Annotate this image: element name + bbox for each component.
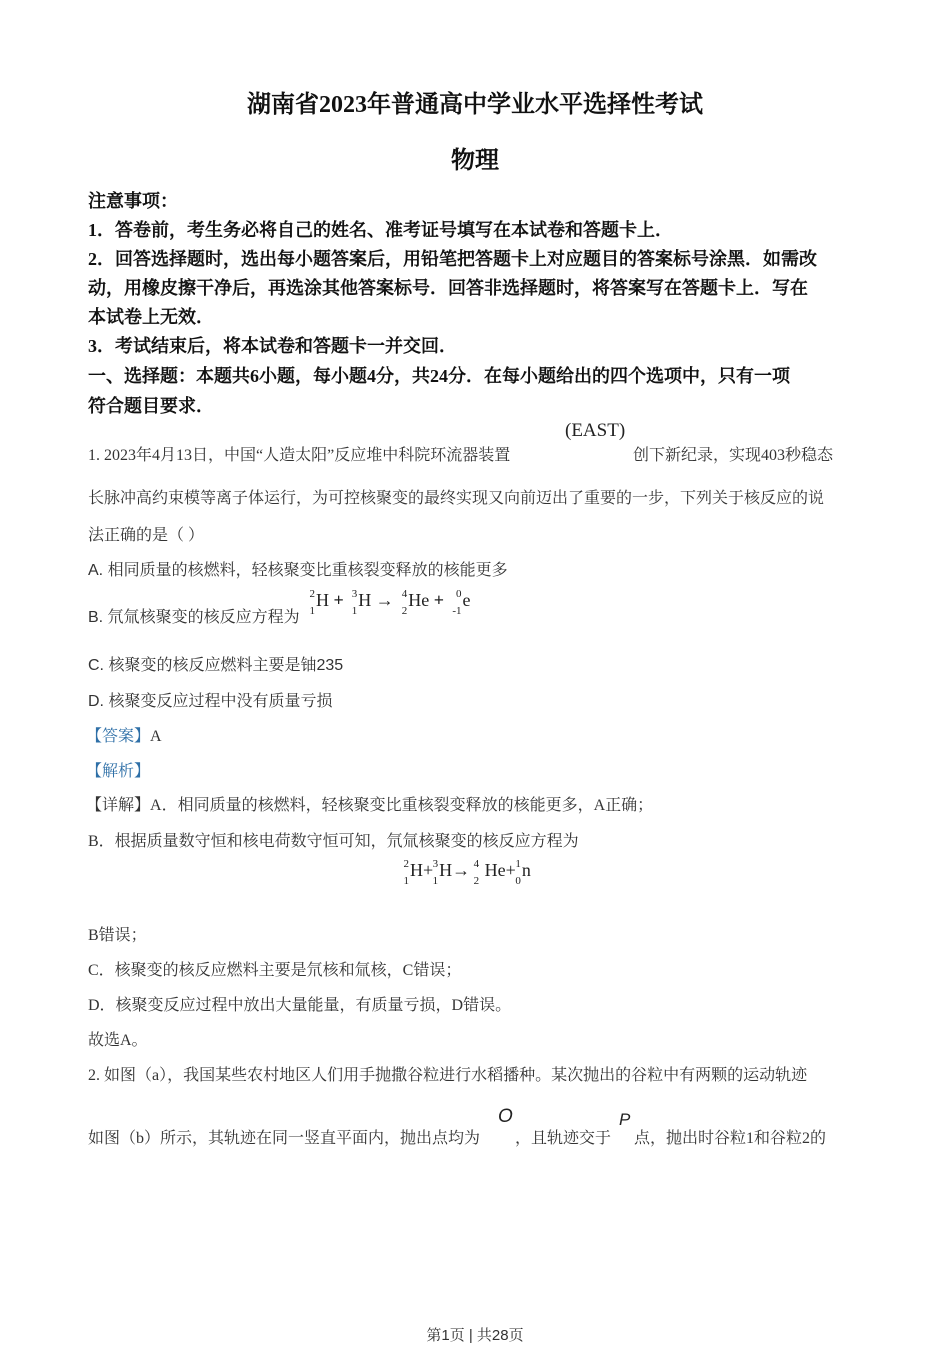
- q2-stem-line2-end: 点，抛出时谷粒1和谷粒2的: [634, 1130, 827, 1147]
- notice-heading: 注意事项：: [88, 191, 178, 211]
- answer-value: A: [150, 728, 162, 745]
- exam-title: 湖南省2023年普通高中学业水平选择性考试: [247, 92, 703, 118]
- notice-item-3: 3．考试结束后，将本试卷和答题卡一并交回．: [88, 336, 457, 356]
- conclusion: 故选A。: [88, 1032, 148, 1049]
- detail-label: 【详解】: [86, 797, 151, 814]
- q2-stem-line2: 如图（b）所示，其轨迹在同一竖直平面内，抛出点均为: [88, 1130, 481, 1147]
- answer-label: 【答案】: [86, 728, 151, 745]
- notice-item-1: 1．答卷前，考生务必将自己的姓名、准考证号填写在本试卷和答题卡上．: [88, 220, 673, 240]
- q1-stem-line2: 长脉冲高约束模等离子体运行，为可控核聚变的最终实现又向前迈出了重要的一步，下列关于核反应的说: [88, 490, 825, 507]
- q1-option-b-label: B. 氘氚核聚变的核反应方程为: [88, 609, 300, 626]
- east-label: (EAST): [565, 420, 626, 441]
- detail-b: B．根据质量数守恒和核电荷数守恒可知，氘氚核聚变的核反应方程为: [88, 833, 579, 850]
- q1-stem-line1: 1. 2023年4月13日，中国“人造太阳”反应堆中科院环流器装置: [88, 447, 511, 464]
- notice-item-2-cont: 动，用橡皮擦干净后，再选涂其他答案标号．回答非选择题时，将答案写在答题卡上．写在: [88, 278, 808, 298]
- q1-option-b-formula: 2 1 H + 3 1 H → 4 2 He + 0 -1 e: [309, 588, 471, 617]
- q1-option-d: D. 核聚变反应过程中没有质量亏损: [88, 693, 333, 710]
- q1-stem-line1-end: 创下新纪录，实现403秒稳态: [633, 447, 834, 464]
- page-footer: 第1页 | 共28页: [426, 1327, 524, 1344]
- detail-a: 【详解】A．相同质量的核燃料，轻核聚变比重核裂变释放的核能更多，A正确；: [86, 797, 654, 814]
- var-o: O: [498, 1106, 513, 1127]
- section-heading-cont: 符合题目要求．: [88, 396, 214, 416]
- q1-option-a: A. 相同质量的核燃料，轻核聚变比重核裂变释放的核能更多: [88, 562, 508, 579]
- correct-formula: 2 1 H+ 3 1 H→ 4 2 He+ 1 0 n: [403, 858, 531, 887]
- subject-title: 物理: [451, 148, 499, 174]
- q1-option-b: [88, 604, 300, 627]
- detail-b-end: B错误；: [88, 927, 147, 944]
- detail-c: C．核聚变的核反应燃料主要是氘核和氚核，C错误；: [88, 962, 462, 979]
- notice-item-2: 2．回答选择题时，选出每小题答案后，用铅笔把答题卡上对应题目的答案标号涂黑．如需改: [88, 249, 817, 269]
- q2-stem-line2-mid: ，且轨迹交于: [515, 1130, 612, 1147]
- q2-stem-line1: 2. 如图（a），我国某些农村地区人们用手抛撒谷粒进行水稻播种。某次抛出的谷粒中有两颗的运动轨迹: [88, 1067, 808, 1084]
- notice-item-2-cont2: 本试卷上无效．: [88, 307, 214, 327]
- analysis-label: 【解析】: [86, 763, 151, 780]
- detail-d: D．核聚变反应过程中放出大量能量，有质量亏损，D错误。: [88, 997, 512, 1014]
- var-p: P: [619, 1110, 631, 1129]
- section-heading: 一、选择题：本题共6小题，每小题4分，共24分．在每小题给出的四个选项中，只有一项: [88, 366, 790, 386]
- answer-line: [86, 723, 162, 746]
- q1-stem-line3: 法正确的是（ ）: [88, 527, 205, 544]
- q1-option-c: C. 核聚变的核反应燃料主要是铀235: [88, 657, 344, 674]
